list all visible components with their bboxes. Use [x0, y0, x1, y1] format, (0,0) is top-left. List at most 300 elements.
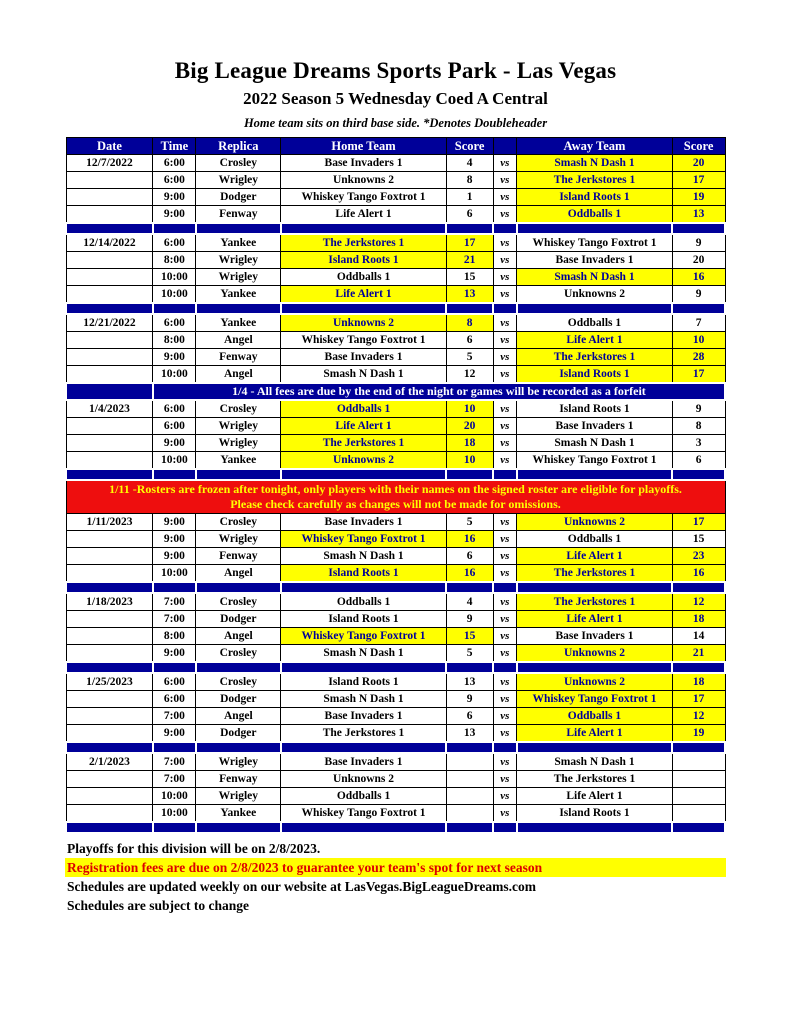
- home-team-cell: Whiskey Tango Foxtrot 1: [281, 628, 446, 645]
- away-team-cell: Oddballs 1: [517, 206, 673, 224]
- spacer-cell: [517, 582, 673, 593]
- away-team-cell: Island Roots 1: [517, 805, 673, 823]
- spacer-cell: [446, 662, 493, 673]
- away-score-cell: 20: [672, 155, 725, 172]
- away-score-cell: 6: [672, 452, 725, 470]
- away-score-cell: [672, 805, 725, 823]
- away-score-cell: 10: [672, 332, 725, 349]
- date-cell: [66, 269, 153, 286]
- spacer-cell: [493, 582, 517, 593]
- away-team-cell: Whiskey Tango Foxtrot 1: [517, 452, 673, 470]
- time-cell: 6:00: [153, 673, 196, 691]
- time-cell: 9:00: [153, 514, 196, 531]
- away-score-cell: 8: [672, 418, 725, 435]
- date-cell: [66, 788, 153, 805]
- away-score-cell: 7: [672, 314, 725, 332]
- spacer-row: [66, 662, 725, 673]
- away-score-cell: 23: [672, 548, 725, 565]
- replica-cell: Crosley: [196, 593, 281, 611]
- home-score-cell: [446, 753, 493, 771]
- home-team-cell: Smash N Dash 1: [281, 548, 446, 565]
- away-score-cell: 20: [672, 252, 725, 269]
- time-cell: 6:00: [153, 172, 196, 189]
- spacer-row: [66, 742, 725, 753]
- time-cell: 6:00: [153, 314, 196, 332]
- date-cell: [66, 725, 153, 743]
- vs-cell: vs: [493, 725, 517, 743]
- spacer-cell: [153, 223, 196, 234]
- time-cell: 7:00: [153, 708, 196, 725]
- home-score-cell: 10: [446, 452, 493, 470]
- vs-cell: vs: [493, 593, 517, 611]
- date-cell: [66, 771, 153, 788]
- game-row: [66, 366, 725, 384]
- time-cell: 9:00: [153, 189, 196, 206]
- home-team-cell: Whiskey Tango Foxtrot 1: [281, 189, 446, 206]
- time-cell: 10:00: [153, 788, 196, 805]
- away-score-cell: 19: [672, 725, 725, 743]
- game-row: [66, 269, 725, 286]
- time-cell: 9:00: [153, 349, 196, 366]
- fees-notice-row: [66, 383, 725, 400]
- date-cell: 12/21/2022: [66, 314, 153, 332]
- home-score-cell: [446, 805, 493, 823]
- replica-cell: Angel: [196, 366, 281, 384]
- vs-cell: vs: [493, 565, 517, 583]
- game-row: [66, 565, 725, 583]
- spacer-cell: [446, 822, 493, 833]
- game-row: [66, 189, 725, 206]
- vs-cell: vs: [493, 269, 517, 286]
- spacer-cell: [281, 469, 446, 480]
- game-row: [66, 771, 725, 788]
- away-team-cell: Smash N Dash 1: [517, 269, 673, 286]
- spacer-cell: [517, 223, 673, 234]
- spacer-cell: [153, 582, 196, 593]
- replica-cell: Wrigley: [196, 269, 281, 286]
- column-header-score: Score: [446, 138, 493, 155]
- home-team-cell: Island Roots 1: [281, 611, 446, 628]
- away-team-cell: Smash N Dash 1: [517, 753, 673, 771]
- vs-cell: vs: [493, 314, 517, 332]
- home-score-cell: 4: [446, 155, 493, 172]
- spacer-cell: [672, 662, 725, 673]
- spacer-cell: [196, 582, 281, 593]
- date-cell: [66, 286, 153, 304]
- replica-cell: Wrigley: [196, 788, 281, 805]
- away-team-cell: Life Alert 1: [517, 332, 673, 349]
- game-row: [66, 155, 725, 172]
- away-team-cell: Unknowns 2: [517, 673, 673, 691]
- spacer-cell: [672, 742, 725, 753]
- home-score-cell: 5: [446, 349, 493, 366]
- date-cell: 1/25/2023: [66, 673, 153, 691]
- time-cell: 9:00: [153, 725, 196, 743]
- game-row: [66, 645, 725, 663]
- vs-cell: vs: [493, 611, 517, 628]
- spacer-cell: [66, 303, 153, 314]
- time-cell: 6:00: [153, 155, 196, 172]
- home-team-cell: Base Invaders 1: [281, 514, 446, 531]
- spacer-cell: [446, 223, 493, 234]
- game-row: [66, 400, 725, 418]
- date-cell: [66, 206, 153, 224]
- replica-cell: Wrigley: [196, 435, 281, 452]
- game-row: [66, 234, 725, 252]
- away-team-cell: Smash N Dash 1: [517, 155, 673, 172]
- page-subtitle: 2022 Season 5 Wednesday Coed A Central: [243, 89, 548, 108]
- spacer-cell: [196, 223, 281, 234]
- vs-cell: vs: [493, 708, 517, 725]
- date-cell: [66, 531, 153, 548]
- home-team-cell: Unknowns 2: [281, 452, 446, 470]
- spacer-cell: [493, 822, 517, 833]
- column-header-date: Date: [66, 138, 153, 155]
- home-team-cell: The Jerkstores 1: [281, 725, 446, 743]
- away-score-cell: 17: [672, 172, 725, 189]
- vs-cell: vs: [493, 691, 517, 708]
- away-team-cell: Smash N Dash 1: [517, 435, 673, 452]
- footer-line: Registration fees are due on 2/8/2023 to guarantee your team's spot for next season: [65, 858, 726, 877]
- roster-notice-row: [66, 480, 725, 514]
- time-cell: 9:00: [153, 645, 196, 663]
- vs-cell: vs: [493, 234, 517, 252]
- spacer-cell: [493, 662, 517, 673]
- time-cell: 9:00: [153, 435, 196, 452]
- date-cell: [66, 708, 153, 725]
- home-team-cell: Island Roots 1: [281, 673, 446, 691]
- spacer-row: [66, 469, 725, 480]
- game-row: [66, 788, 725, 805]
- game-row: [66, 314, 725, 332]
- spacer-cell: [672, 469, 725, 480]
- game-row: [66, 805, 725, 823]
- away-score-cell: 16: [672, 269, 725, 286]
- roster-notice-cell: [66, 480, 725, 514]
- home-score-cell: 15: [446, 269, 493, 286]
- vs-cell: vs: [493, 514, 517, 531]
- game-row: [66, 332, 725, 349]
- home-team-cell: Life Alert 1: [281, 286, 446, 304]
- home-score-cell: 6: [446, 206, 493, 224]
- spacer-cell: [66, 469, 153, 480]
- game-row: [66, 548, 725, 565]
- spacer-cell: [517, 822, 673, 833]
- home-team-cell: Whiskey Tango Foxtrot 1: [281, 332, 446, 349]
- vs-cell: vs: [493, 645, 517, 663]
- replica-cell: Crosley: [196, 673, 281, 691]
- spacer-cell: [672, 822, 725, 833]
- footer-line: Schedules are updated weekly on our website at LasVegas.BigLeagueDreams.com: [67, 879, 537, 894]
- spacer-cell: [672, 223, 725, 234]
- game-row: [66, 628, 725, 645]
- date-cell: [66, 611, 153, 628]
- replica-cell: Wrigley: [196, 753, 281, 771]
- game-row: [66, 691, 725, 708]
- replica-cell: Dodger: [196, 725, 281, 743]
- roster-notice-line: Please check carefully as changes will not be made for omissions.: [230, 497, 561, 511]
- away-score-cell: 18: [672, 611, 725, 628]
- vs-cell: vs: [493, 435, 517, 452]
- replica-cell: Yankee: [196, 805, 281, 823]
- game-row: [66, 673, 725, 691]
- game-row: [66, 206, 725, 224]
- time-cell: 8:00: [153, 628, 196, 645]
- spacer-cell: [517, 469, 673, 480]
- spacer-row: [66, 582, 725, 593]
- home-score-cell: 16: [446, 531, 493, 548]
- spacer-cell: [281, 582, 446, 593]
- away-score-cell: [672, 788, 725, 805]
- spacer-cell: [446, 742, 493, 753]
- home-team-cell: Island Roots 1: [281, 565, 446, 583]
- vs-cell: vs: [493, 753, 517, 771]
- home-score-cell: 5: [446, 645, 493, 663]
- away-team-cell: Oddballs 1: [517, 708, 673, 725]
- home-team-cell: Life Alert 1: [281, 206, 446, 224]
- date-cell: [66, 565, 153, 583]
- replica-cell: Angel: [196, 708, 281, 725]
- time-cell: 7:00: [153, 611, 196, 628]
- away-team-cell: Whiskey Tango Foxtrot 1: [517, 691, 673, 708]
- spacer-cell: [493, 469, 517, 480]
- date-cell: 12/14/2022: [66, 234, 153, 252]
- time-cell: 10:00: [153, 452, 196, 470]
- away-team-cell: Unknowns 2: [517, 514, 673, 531]
- vs-cell: vs: [493, 252, 517, 269]
- home-team-cell: Unknowns 2: [281, 314, 446, 332]
- home-score-cell: 12: [446, 366, 493, 384]
- spacer-cell: [196, 662, 281, 673]
- replica-cell: Angel: [196, 628, 281, 645]
- away-team-cell: Base Invaders 1: [517, 418, 673, 435]
- date-cell: [66, 645, 153, 663]
- spacer-row: [66, 822, 725, 833]
- time-cell: 10:00: [153, 565, 196, 583]
- replica-cell: Yankee: [196, 234, 281, 252]
- away-team-cell: Island Roots 1: [517, 189, 673, 206]
- home-team-cell: Oddballs 1: [281, 788, 446, 805]
- spacer-cell: [196, 303, 281, 314]
- home-score-cell: 8: [446, 314, 493, 332]
- spacer-cell: [493, 223, 517, 234]
- vs-cell: vs: [493, 548, 517, 565]
- spacer-cell: [196, 822, 281, 833]
- time-cell: 9:00: [153, 531, 196, 548]
- replica-cell: Wrigley: [196, 252, 281, 269]
- home-score-cell: 10: [446, 400, 493, 418]
- away-team-cell: Island Roots 1: [517, 366, 673, 384]
- spacer-row: [66, 303, 725, 314]
- away-team-cell: Base Invaders 1: [517, 628, 673, 645]
- home-team-cell: Island Roots 1: [281, 252, 446, 269]
- spacer-cell: [281, 662, 446, 673]
- home-score-cell: 6: [446, 332, 493, 349]
- home-score-cell: 1: [446, 189, 493, 206]
- home-team-cell: Whiskey Tango Foxtrot 1: [281, 531, 446, 548]
- away-score-cell: 9: [672, 400, 725, 418]
- replica-cell: Fenway: [196, 206, 281, 224]
- away-score-cell: 12: [672, 708, 725, 725]
- spacer-cell: [281, 822, 446, 833]
- home-score-cell: 21: [446, 252, 493, 269]
- home-score-cell: 17: [446, 234, 493, 252]
- home-score-cell: [446, 771, 493, 788]
- vs-cell: vs: [493, 189, 517, 206]
- schedule-table: [65, 137, 726, 834]
- home-score-cell: 13: [446, 673, 493, 691]
- date-cell: [66, 548, 153, 565]
- game-row: [66, 514, 725, 531]
- game-row: [66, 725, 725, 743]
- spacer-cell: [493, 303, 517, 314]
- away-team-cell: The Jerkstores 1: [517, 771, 673, 788]
- spacer-cell: [517, 742, 673, 753]
- away-score-cell: 12: [672, 593, 725, 611]
- home-score-cell: 6: [446, 708, 493, 725]
- home-score-cell: 13: [446, 725, 493, 743]
- spacer-cell: [517, 662, 673, 673]
- spacer-cell: [281, 303, 446, 314]
- time-cell: 10:00: [153, 269, 196, 286]
- time-cell: 10:00: [153, 286, 196, 304]
- vs-cell: vs: [493, 400, 517, 418]
- away-score-cell: 18: [672, 673, 725, 691]
- home-score-cell: 9: [446, 611, 493, 628]
- home-team-cell: Oddballs 1: [281, 400, 446, 418]
- replica-cell: Dodger: [196, 189, 281, 206]
- home-score-cell: 6: [446, 548, 493, 565]
- away-team-cell: Life Alert 1: [517, 548, 673, 565]
- spacer-cell: [281, 223, 446, 234]
- away-score-cell: [672, 753, 725, 771]
- time-cell: 6:00: [153, 234, 196, 252]
- home-team-cell: Base Invaders 1: [281, 155, 446, 172]
- away-team-cell: Whiskey Tango Foxtrot 1: [517, 234, 673, 252]
- game-row: [66, 252, 725, 269]
- column-header-home-team: Home Team: [281, 138, 446, 155]
- game-row: [66, 611, 725, 628]
- away-team-cell: Oddballs 1: [517, 531, 673, 548]
- home-team-cell: Unknowns 2: [281, 771, 446, 788]
- away-team-cell: Island Roots 1: [517, 400, 673, 418]
- vs-cell: vs: [493, 788, 517, 805]
- away-team-cell: Life Alert 1: [517, 725, 673, 743]
- away-score-cell: 19: [672, 189, 725, 206]
- home-score-cell: [446, 788, 493, 805]
- spacer-cell: [196, 469, 281, 480]
- spacer-cell: [66, 822, 153, 833]
- vs-cell: vs: [493, 155, 517, 172]
- away-team-cell: Oddballs 1: [517, 314, 673, 332]
- replica-cell: Yankee: [196, 452, 281, 470]
- spacer-cell: [446, 582, 493, 593]
- vs-cell: vs: [493, 172, 517, 189]
- home-score-cell: 16: [446, 565, 493, 583]
- game-row: [66, 349, 725, 366]
- date-cell: 2/1/2023: [66, 753, 153, 771]
- spacer-cell: [153, 469, 196, 480]
- spacer-cell: [281, 742, 446, 753]
- column-header-replica: Replica: [196, 138, 281, 155]
- replica-cell: Yankee: [196, 314, 281, 332]
- time-cell: 9:00: [153, 206, 196, 224]
- time-cell: 6:00: [153, 400, 196, 418]
- away-score-cell: 15: [672, 531, 725, 548]
- time-cell: 8:00: [153, 332, 196, 349]
- away-team-cell: Life Alert 1: [517, 788, 673, 805]
- home-team-cell: Smash N Dash 1: [281, 645, 446, 663]
- date-cell: 1/11/2023: [66, 514, 153, 531]
- vs-cell: vs: [493, 206, 517, 224]
- away-score-cell: 13: [672, 206, 725, 224]
- home-team-cell: Base Invaders 1: [281, 753, 446, 771]
- home-score-cell: 13: [446, 286, 493, 304]
- game-row: [66, 753, 725, 771]
- home-team-cell: Unknowns 2: [281, 172, 446, 189]
- footer-line: Playoffs for this division will be on 2/8/2023.: [67, 841, 321, 856]
- header-row: [66, 138, 725, 155]
- vs-cell: vs: [493, 366, 517, 384]
- vs-cell: vs: [493, 418, 517, 435]
- time-cell: 7:00: [153, 753, 196, 771]
- replica-cell: Dodger: [196, 691, 281, 708]
- away-team-cell: Life Alert 1: [517, 611, 673, 628]
- footer-line: Schedules are subject to change: [67, 898, 249, 913]
- game-row: [66, 172, 725, 189]
- away-score-cell: 21: [672, 645, 725, 663]
- away-score-cell: 9: [672, 234, 725, 252]
- date-cell: [66, 172, 153, 189]
- home-score-cell: 20: [446, 418, 493, 435]
- replica-cell: Crosley: [196, 514, 281, 531]
- date-cell: [66, 366, 153, 384]
- spacer-cell: [153, 662, 196, 673]
- replica-cell: Wrigley: [196, 418, 281, 435]
- time-cell: 7:00: [153, 593, 196, 611]
- date-cell: [66, 452, 153, 470]
- replica-cell: Fenway: [196, 771, 281, 788]
- vs-cell: vs: [493, 286, 517, 304]
- spacer-cell: [153, 303, 196, 314]
- time-cell: 8:00: [153, 252, 196, 269]
- vs-cell: vs: [493, 805, 517, 823]
- spacer-cell: [517, 303, 673, 314]
- date-cell: [66, 189, 153, 206]
- time-cell: 9:00: [153, 548, 196, 565]
- game-row: [66, 708, 725, 725]
- time-cell: 10:00: [153, 366, 196, 384]
- replica-cell: Wrigley: [196, 172, 281, 189]
- home-score-cell: 8: [446, 172, 493, 189]
- date-cell: 1/18/2023: [66, 593, 153, 611]
- away-team-cell: The Jerkstores 1: [517, 172, 673, 189]
- home-score-cell: 5: [446, 514, 493, 531]
- spacer-cell: [446, 303, 493, 314]
- column-header-score: Score: [672, 138, 725, 155]
- spacer-cell: [153, 742, 196, 753]
- replica-cell: Fenway: [196, 349, 281, 366]
- spacer-cell: [196, 742, 281, 753]
- date-cell: [66, 435, 153, 452]
- game-row: [66, 531, 725, 548]
- home-team-cell: Smash N Dash 1: [281, 366, 446, 384]
- replica-cell: Dodger: [196, 611, 281, 628]
- replica-cell: Crosley: [196, 400, 281, 418]
- away-score-cell: 14: [672, 628, 725, 645]
- footer: [65, 839, 726, 915]
- date-cell: [66, 349, 153, 366]
